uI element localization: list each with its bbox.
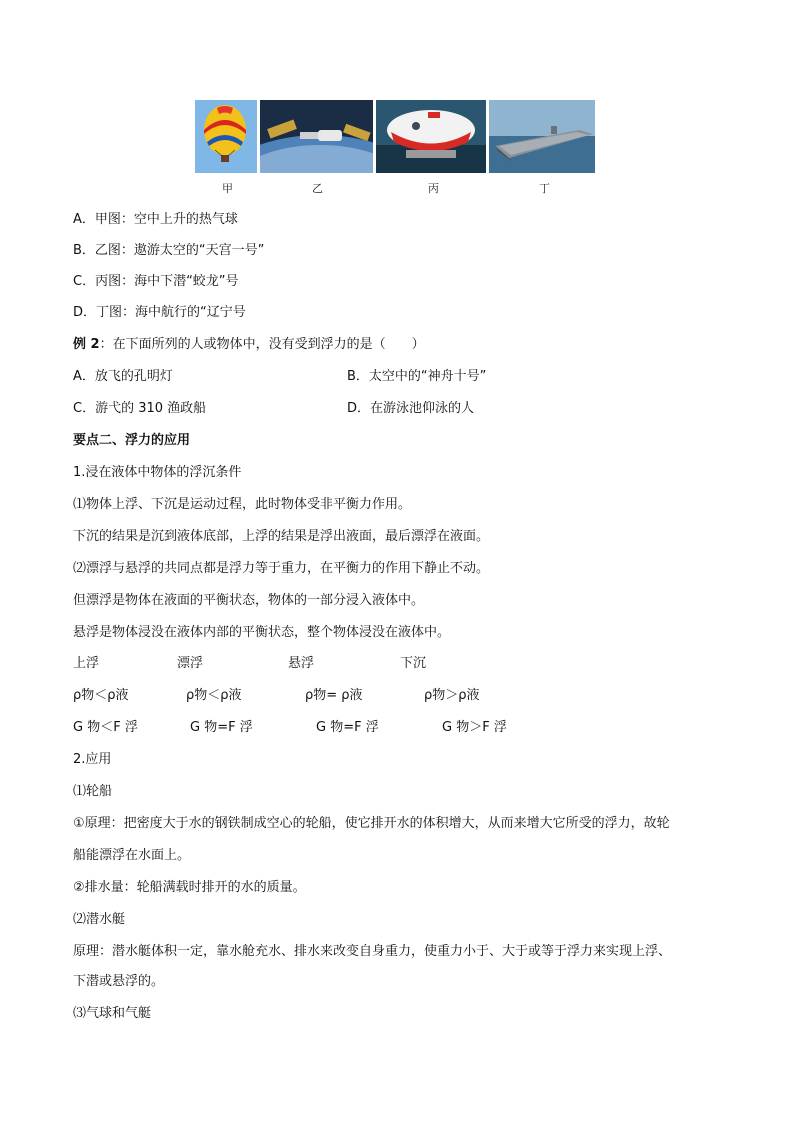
force-floating: G 物=F 浮 bbox=[190, 720, 253, 735]
example2-option-b: B．太空中的“神舟十号” bbox=[347, 369, 487, 384]
caption-ding: 丁 bbox=[539, 182, 550, 195]
q1-option-c: C．丙图：海中下潜“蛟龙”号 bbox=[73, 274, 239, 289]
q1-option-d: D．丁图：海中航行的“辽宁号 bbox=[73, 305, 246, 320]
hot-air-balloon-image bbox=[195, 100, 257, 173]
header-float-up: 上浮 bbox=[73, 656, 100, 671]
density-sinking: ρ物＞ρ液 bbox=[424, 688, 480, 703]
q1-option-a: A．甲图：空中上升的热气球 bbox=[73, 212, 238, 227]
submarine-title: ⑵潜水艇 bbox=[73, 912, 126, 927]
force-float-up: G 物＜F 浮 bbox=[73, 720, 138, 735]
ship-title: ⑴轮船 bbox=[73, 784, 113, 799]
example2-text: ：在下面所列的人或物体中，没有受到浮力的是（ ） bbox=[99, 337, 425, 352]
space-station-image bbox=[260, 100, 373, 173]
para-5: 悬浮是物体浸没在液体内部的平衡状态，整个物体浸没在液体中。 bbox=[73, 625, 451, 640]
para-1: ⑴物体上浮、下沉是运动过程，此时物体受非平衡力作用。 bbox=[73, 497, 412, 512]
illustration-strip bbox=[195, 100, 595, 173]
ship-principle-line2: 船能漂浮在水面上。 bbox=[73, 848, 191, 863]
header-sinking: 下沉 bbox=[400, 656, 427, 671]
caption-yi: 乙 bbox=[312, 182, 323, 195]
example2-label: 例 2 bbox=[73, 337, 100, 352]
example2-option-a: A．放飞的孔明灯 bbox=[73, 369, 173, 384]
q1-option-b: B．乙图：遨游太空的“天宫一号” bbox=[73, 243, 265, 258]
density-floating: ρ物＜ρ液 bbox=[186, 688, 242, 703]
submersible-image bbox=[376, 100, 486, 173]
caption-bing: 丙 bbox=[428, 182, 439, 195]
balloon-title: ⑶气球和气艇 bbox=[73, 1006, 152, 1021]
para-2: 下沉的结果是沉到液体底部，上浮的结果是浮出液面，最后漂浮在液面。 bbox=[73, 529, 490, 544]
header-suspended: 悬浮 bbox=[288, 656, 315, 671]
submarine-principle-line1: 原理：潜水艇体积一定，靠水舱充水、排水来改变自身重力，使重力小于、大于或等于浮力来实现上浮、 bbox=[73, 944, 672, 959]
ship-principle-line1: ①原理：把密度大于水的钢铁制成空心的轮船，使它排开水的体积增大，从而来增大它所受的浮力，故轮 bbox=[73, 816, 670, 831]
ship-displacement: ②排水量：轮船满载时排开的水的质量。 bbox=[73, 880, 306, 895]
example2-option-c: C．游弋的 310 渔政船 bbox=[73, 401, 207, 416]
para-3: ⑵漂浮与悬浮的共同点都是浮力等于重力，在平衡力的作用下静止不动。 bbox=[73, 561, 490, 576]
sub2-title: 2.应用 bbox=[73, 752, 112, 767]
example2-stem bbox=[73, 337, 425, 353]
sub1-title: 1.浸在液体中物体的浮沉条件 bbox=[73, 465, 242, 480]
force-suspended: G 物=F 浮 bbox=[316, 720, 379, 735]
header-floating: 漂浮 bbox=[177, 656, 204, 671]
para-4: 但漂浮是物体在液面的平衡状态，物体的一部分浸入液体中。 bbox=[73, 593, 425, 608]
section2-title: 要点二、浮力的应用 bbox=[73, 433, 191, 448]
aircraft-carrier-image bbox=[489, 100, 595, 173]
density-float-up: ρ物＜ρ液 bbox=[73, 688, 129, 703]
force-sinking: G 物＞F 浮 bbox=[442, 720, 507, 735]
example2-option-d: D．在游泳池仰泳的人 bbox=[347, 401, 475, 416]
submarine-principle-line2: 下潜或悬浮的。 bbox=[73, 974, 165, 989]
caption-jia: 甲 bbox=[222, 182, 233, 195]
density-suspended: ρ物= ρ液 bbox=[305, 688, 363, 703]
